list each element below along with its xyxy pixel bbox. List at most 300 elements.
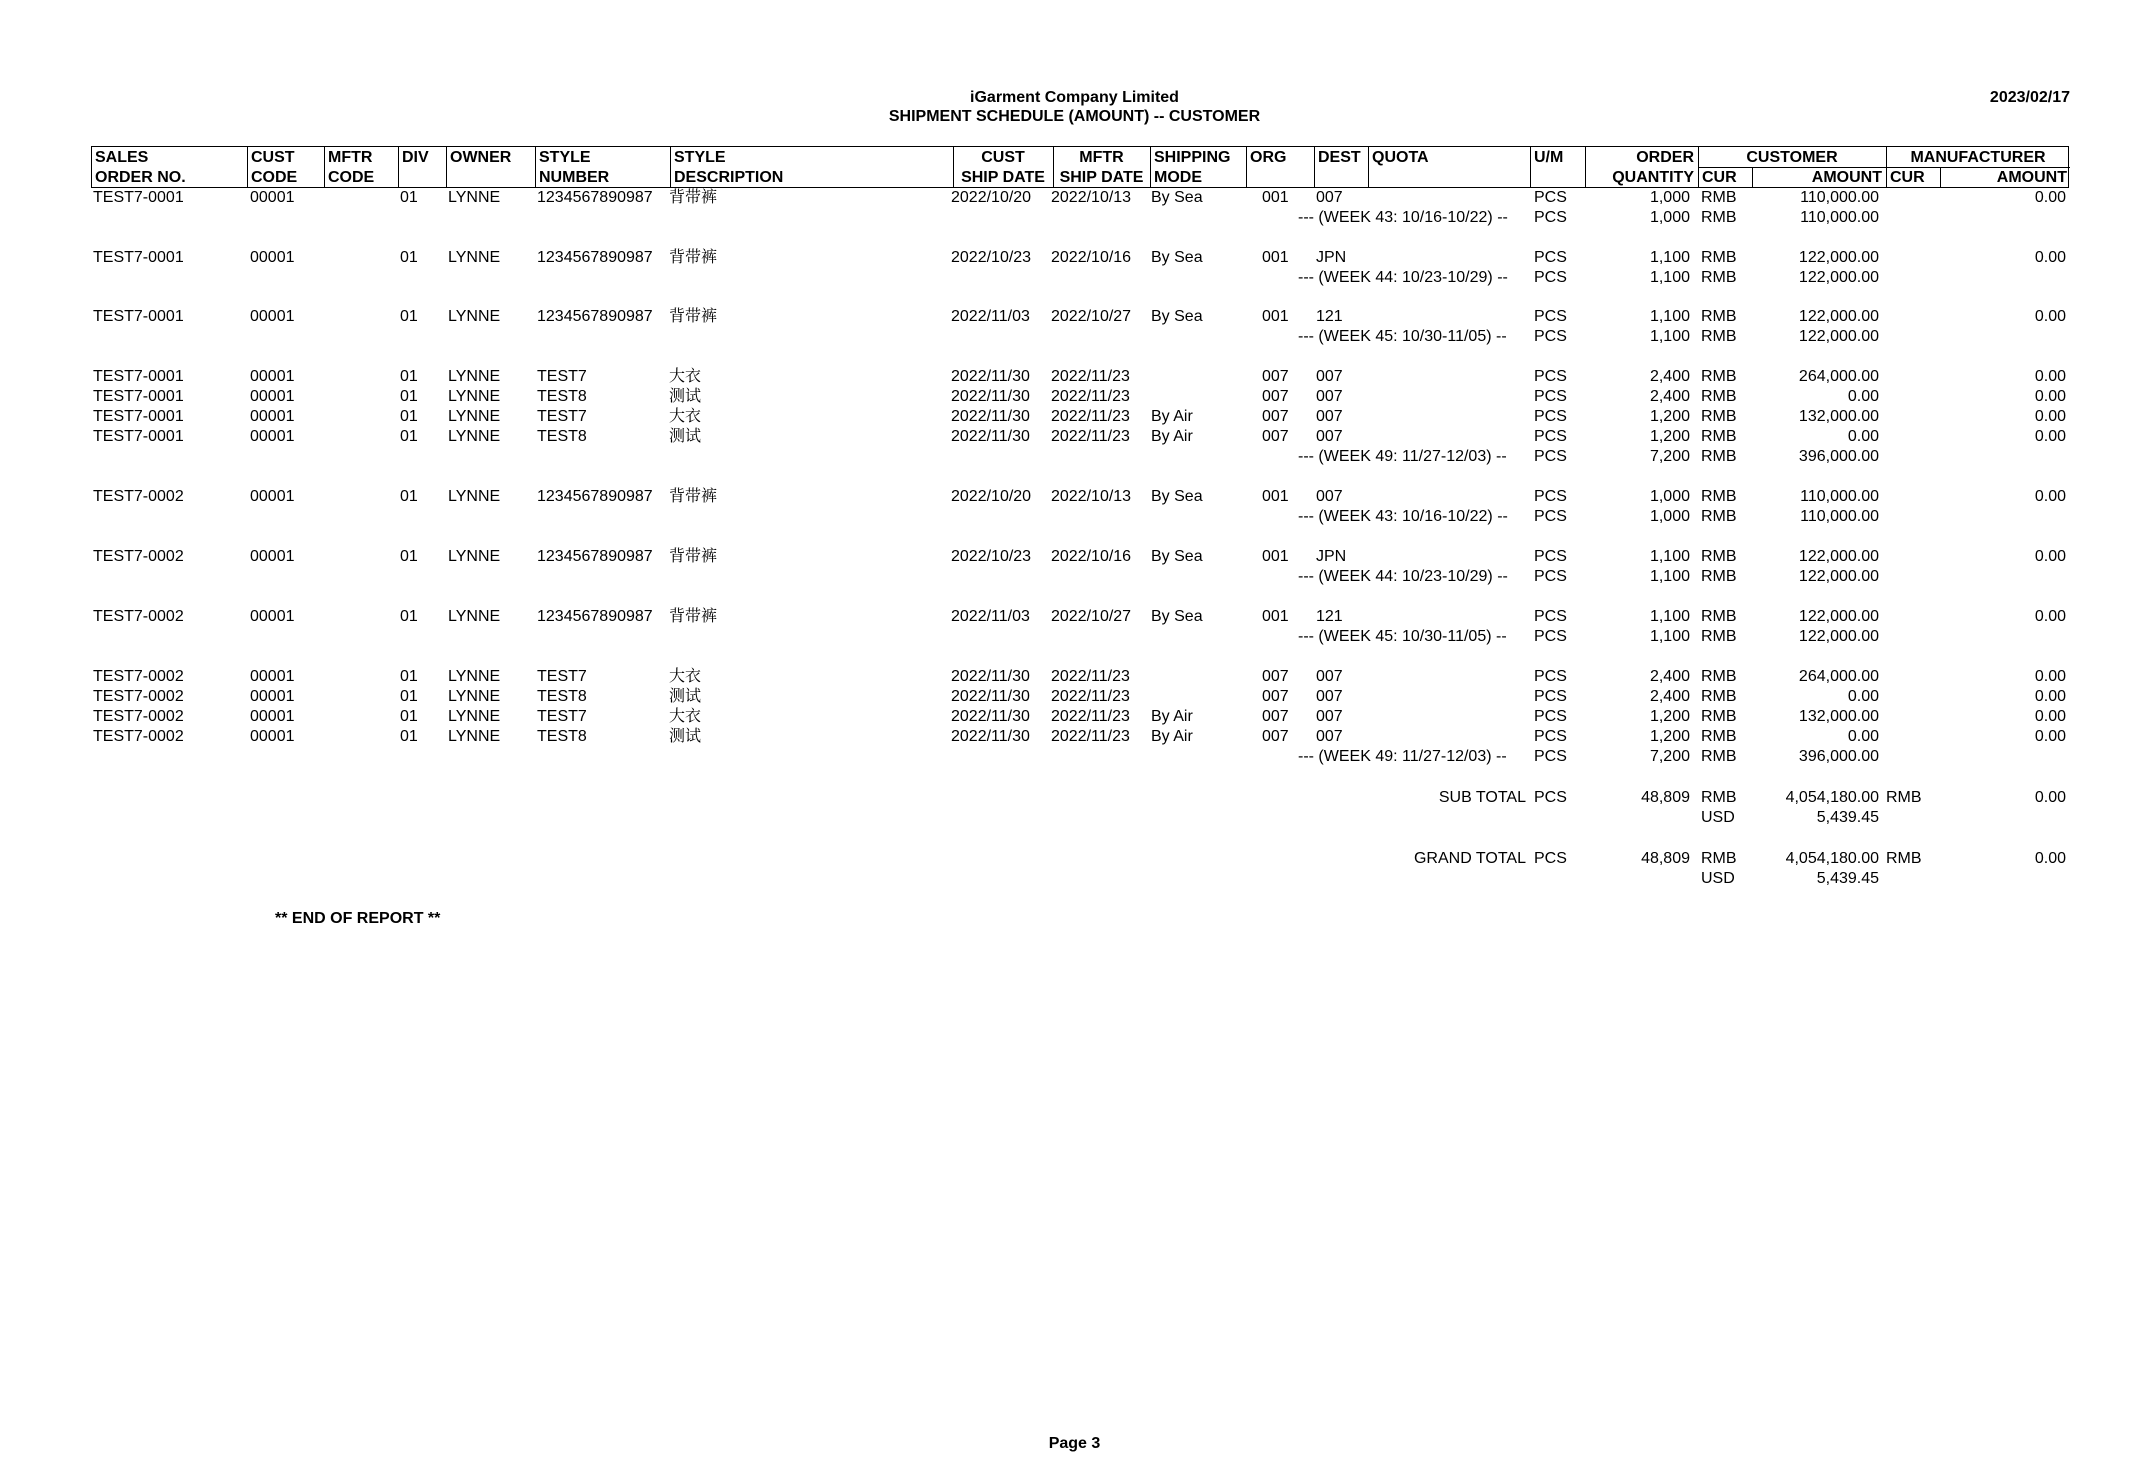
row-order-qty: 7,200 [1649,748,1690,765]
col-org: ORG [1250,149,1287,166]
row-style-number: TEST8 [537,428,587,445]
row-cust-cur: RMB [1701,209,1737,226]
grandtotal-qty: 48,809 [1641,850,1690,867]
row-cust-amount: 396,000.00 [1798,748,1879,765]
row-mftr-ship-date: 2022/11/23 [1051,688,1130,705]
row-cust-ship-date: 2022/11/30 [951,668,1030,685]
subtotal-amount-usd: 5,439.45 [1816,809,1879,826]
row-style-desc: 背带裤 [669,189,718,206]
row-week-summary: --- (WEEK 43: 10/16-10/22) -- [1298,209,1508,226]
row-cust-amount: 122,000.00 [1798,308,1879,325]
row-style-number: 1234567890987 [537,488,653,505]
row-mftr-amount: 0.00 [2034,308,2066,325]
row-shipping-mode: By Air [1151,408,1193,425]
row-cust-amount: 0.00 [1847,688,1879,705]
row-cust-amount: 264,000.00 [1798,668,1879,685]
row-order-qty: 1,100 [1649,249,1690,266]
col-cust-amount: AMOUNT [1811,169,1882,186]
row-cust-ship-date: 2022/11/30 [951,688,1030,705]
subtotal-mftr-cur: RMB [1886,789,1922,806]
col-div: DIV [402,149,429,166]
grandtotal-cur: RMB [1701,850,1737,867]
row-cust-cur: RMB [1701,508,1737,525]
row-style-desc: 测试 [669,728,702,745]
row-shipping-mode: By Air [1151,728,1193,745]
col-mftr-amount: AMOUNT [1996,169,2067,186]
row-order-qty: 1,200 [1649,728,1690,745]
row-dest: 007 [1316,368,1343,385]
row-cust-cur: RMB [1701,368,1737,385]
row-cust-cur: RMB [1701,428,1737,445]
row-mftr-ship-date: 2022/11/23 [1051,728,1130,745]
col-mftr-ship: MFTR [1079,149,1124,166]
row-cust-cur: RMB [1701,608,1737,625]
row-style-number: 1234567890987 [537,308,653,325]
row-week-summary: --- (WEEK 45: 10/30-11/05) -- [1298,328,1507,345]
col-style-number: STYLE [539,149,591,166]
row-mftr-ship-date: 2022/10/16 [1051,548,1132,565]
row-order-qty: 1,100 [1649,568,1690,585]
row-style-desc: 背带裤 [669,308,718,325]
row-shipping-mode: By Sea [1151,249,1203,266]
row-um: PCS [1534,568,1567,585]
row-mftr-amount: 0.00 [2034,688,2066,705]
row-order-qty: 1,100 [1649,628,1690,645]
row-order-qty: 2,400 [1649,388,1690,405]
row-sales-order: TEST7-0002 [93,668,184,685]
row-cust-ship-date: 2022/10/23 [951,249,1032,266]
row-style-number: TEST8 [537,728,587,745]
company-name: iGarment Company Limited [970,89,1179,106]
subtotal-cur: RMB [1701,789,1737,806]
row-cust-code: 00001 [250,428,295,445]
row-cust-ship-date: 2022/10/20 [951,488,1032,505]
row-week-summary: --- (WEEK 44: 10/23-10/29) -- [1298,269,1508,286]
row-owner: LYNNE [448,408,501,425]
row-cust-cur: RMB [1701,408,1737,425]
row-shipping-mode: By Air [1151,428,1193,445]
row-style-number: 1234567890987 [537,189,653,206]
row-style-desc: 大衣 [669,368,702,385]
row-mftr-ship-date: 2022/10/13 [1051,488,1132,505]
row-cust-amount: 122,000.00 [1798,568,1879,585]
col-cust-cur: CUR [1702,169,1737,186]
row-cust-ship-date: 2022/11/30 [951,728,1030,745]
subtotal-cur-usd: USD [1701,809,1735,826]
col-dest: DEST [1318,149,1361,166]
row-mftr-amount: 0.00 [2034,388,2066,405]
row-week-summary: --- (WEEK 43: 10/16-10/22) -- [1298,508,1508,525]
row-div: 01 [400,189,418,206]
row-org: 007 [1262,428,1289,445]
row-cust-ship-date: 2022/10/20 [951,189,1032,206]
row-um: PCS [1534,448,1567,465]
row-order-qty: 1,200 [1649,408,1690,425]
grandtotal-cur-usd: USD [1701,870,1735,887]
row-owner: LYNNE [448,488,501,505]
row-sales-order: TEST7-0001 [93,189,184,206]
row-um: PCS [1534,608,1567,625]
row-div: 01 [400,548,418,565]
row-dest: JPN [1316,249,1347,266]
row-cust-cur: RMB [1701,568,1737,585]
row-div: 01 [400,368,418,385]
row-style-desc: 背带裤 [669,249,718,266]
col-customer: CUSTOMER [1746,149,1838,166]
row-um: PCS [1534,488,1567,505]
col-style-number-2: NUMBER [539,169,610,186]
row-order-qty: 1,000 [1649,488,1690,505]
row-order-qty: 1,200 [1649,428,1690,445]
row-sales-order: TEST7-0002 [93,608,184,625]
row-style-desc: 测试 [669,388,702,405]
row-div: 01 [400,708,418,725]
row-style-desc: 大衣 [669,408,702,425]
row-cust-amount: 0.00 [1847,728,1879,745]
row-cust-cur: RMB [1701,388,1737,405]
col-mftr-ship-2: SHIP DATE [1059,169,1144,186]
row-style-desc: 测试 [669,428,702,445]
row-div: 01 [400,428,418,445]
grandtotal-amount-usd: 5,439.45 [1816,870,1879,887]
row-mftr-amount: 0.00 [2034,668,2066,685]
row-sales-order: TEST7-0001 [93,308,184,325]
row-org: 001 [1262,189,1289,206]
row-cust-amount: 110,000.00 [1800,209,1879,226]
row-sales-order: TEST7-0002 [93,488,184,505]
row-div: 01 [400,249,418,266]
row-mftr-ship-date: 2022/10/13 [1051,189,1132,206]
row-um: PCS [1534,548,1567,565]
row-cust-cur: RMB [1701,708,1737,725]
row-mftr-amount: 0.00 [2034,548,2066,565]
row-shipping-mode: By Air [1151,708,1193,725]
row-style-desc: 背带裤 [669,488,718,505]
col-mftr-cur: CUR [1890,169,1925,186]
row-cust-ship-date: 2022/11/30 [951,428,1030,445]
row-um: PCS [1534,368,1567,385]
subtotal-label: SUB TOTAL [1438,789,1526,806]
row-order-qty: 1,100 [1649,548,1690,565]
row-cust-ship-date: 2022/11/03 [951,308,1030,325]
row-um: PCS [1534,708,1567,725]
row-sales-order: TEST7-0002 [93,708,184,725]
row-mftr-amount: 0.00 [2034,249,2066,266]
row-week-summary: --- (WEEK 45: 10/30-11/05) -- [1298,628,1507,645]
row-mftr-ship-date: 2022/11/23 [1051,428,1130,445]
row-org: 001 [1262,608,1289,625]
grandtotal-amount: 4,054,180.00 [1785,850,1879,867]
row-cust-amount: 264,000.00 [1798,368,1879,385]
row-owner: LYNNE [448,728,501,745]
col-mftr-code-2: CODE [328,169,375,186]
row-shipping-mode: By Sea [1151,488,1203,505]
row-um: PCS [1534,748,1567,765]
row-week-summary: --- (WEEK 49: 11/27-12/03) -- [1298,448,1507,465]
row-mftr-amount: 0.00 [2034,488,2066,505]
row-style-number: 1234567890987 [537,608,653,625]
row-mftr-ship-date: 2022/11/23 [1051,708,1130,725]
row-cust-cur: RMB [1701,308,1737,325]
row-dest: 007 [1316,668,1343,685]
row-order-qty: 2,400 [1649,668,1690,685]
row-mftr-ship-date: 2022/11/23 [1051,668,1130,685]
row-um: PCS [1534,508,1567,525]
row-sales-order: TEST7-0002 [93,548,184,565]
row-cust-amount: 0.00 [1847,428,1879,445]
row-sales-order: TEST7-0001 [93,428,184,445]
col-sales-order: SALES [95,149,149,166]
row-um: PCS [1534,328,1567,345]
col-shipping-2: MODE [1154,169,1202,186]
row-cust-cur: RMB [1701,548,1737,565]
row-org: 007 [1262,688,1289,705]
row-style-number: TEST8 [537,688,587,705]
row-cust-code: 00001 [250,249,295,266]
row-sales-order: TEST7-0001 [93,368,184,385]
row-shipping-mode: By Sea [1151,548,1203,565]
row-mftr-ship-date: 2022/10/16 [1051,249,1132,266]
row-mftr-amount: 0.00 [2034,428,2066,445]
row-mftr-amount: 0.00 [2034,728,2066,745]
row-shipping-mode: By Sea [1151,308,1203,325]
row-um: PCS [1534,189,1567,206]
row-div: 01 [400,608,418,625]
row-mftr-amount: 0.00 [2034,189,2066,206]
row-cust-cur: RMB [1701,488,1737,505]
row-owner: LYNNE [448,368,501,385]
row-cust-amount: 110,000.00 [1800,508,1879,525]
row-org: 007 [1262,408,1289,425]
row-mftr-ship-date: 2022/11/23 [1051,388,1130,405]
row-order-qty: 1,100 [1649,269,1690,286]
row-cust-code: 00001 [250,548,295,565]
col-cust-code: CUST [251,149,295,166]
row-order-qty: 1,000 [1649,508,1690,525]
row-style-number: 1234567890987 [537,249,653,266]
row-shipping-mode: By Sea [1151,189,1203,206]
col-style-desc-2: DESCRIPTION [674,169,784,186]
row-cust-ship-date: 2022/11/30 [951,388,1030,405]
row-owner: LYNNE [448,688,501,705]
row-owner: LYNNE [448,189,501,206]
row-cust-cur: RMB [1701,448,1737,465]
row-style-desc: 背带裤 [669,608,718,625]
row-sales-order: TEST7-0001 [93,408,184,425]
row-mftr-amount: 0.00 [2034,608,2066,625]
col-cust-ship: CUST [981,149,1025,166]
row-org: 007 [1262,708,1289,725]
row-cust-code: 00001 [250,189,295,206]
col-shipping: SHIPPING [1154,149,1231,166]
row-cust-amount: 0.00 [1847,388,1879,405]
row-mftr-ship-date: 2022/11/23 [1051,408,1130,425]
row-cust-cur: RMB [1701,269,1737,286]
row-owner: LYNNE [448,308,501,325]
row-cust-code: 00001 [250,668,295,685]
row-div: 01 [400,388,418,405]
row-div: 01 [400,308,418,325]
row-owner: LYNNE [448,548,501,565]
row-div: 01 [400,688,418,705]
grandtotal-mftr-amount: 0.00 [2034,850,2066,867]
row-div: 01 [400,488,418,505]
row-um: PCS [1534,668,1567,685]
row-order-qty: 1,000 [1649,209,1690,226]
row-style-number: TEST8 [537,388,587,405]
row-dest: 007 [1316,428,1343,445]
row-style-desc: 大衣 [669,708,702,725]
row-um: PCS [1534,408,1567,425]
page-number: Page 3 [1048,1435,1101,1452]
row-dest: JPN [1316,548,1347,565]
row-sales-order: TEST7-0002 [93,728,184,745]
col-owner: OWNER [450,149,512,166]
row-mftr-ship-date: 2022/10/27 [1051,308,1132,325]
row-dest: 007 [1316,488,1343,505]
row-style-desc: 背带裤 [669,548,718,565]
row-um: PCS [1534,688,1567,705]
row-div: 01 [400,728,418,745]
row-cust-amount: 122,000.00 [1798,608,1879,625]
row-cust-amount: 122,000.00 [1798,548,1879,565]
col-order-qty-2: QUANTITY [1612,169,1694,186]
row-order-qty: 1,100 [1649,308,1690,325]
col-quota: QUOTA [1372,149,1429,166]
row-cust-cur: RMB [1701,249,1737,266]
row-org: 001 [1262,308,1289,325]
row-cust-amount: 132,000.00 [1798,708,1879,725]
row-owner: LYNNE [448,428,501,445]
row-um: PCS [1534,209,1567,226]
row-week-summary: --- (WEEK 44: 10/23-10/29) -- [1298,568,1508,585]
row-org: 007 [1262,368,1289,385]
row-cust-cur: RMB [1701,748,1737,765]
row-week-summary: --- (WEEK 49: 11/27-12/03) -- [1298,748,1507,765]
row-sales-order: TEST7-0001 [93,249,184,266]
col-cust-code-2: CODE [251,169,298,186]
row-cust-amount: 396,000.00 [1798,448,1879,465]
row-order-qty: 2,400 [1649,368,1690,385]
row-org: 001 [1262,249,1289,266]
col-style-desc: STYLE [674,149,726,166]
row-cust-amount: 132,000.00 [1798,408,1879,425]
grandtotal-mftr-cur: RMB [1886,850,1922,867]
row-cust-code: 00001 [250,728,295,745]
row-dest: 007 [1316,408,1343,425]
col-cust-ship-2: SHIP DATE [961,169,1045,186]
row-style-number: TEST7 [537,708,587,725]
row-cust-cur: RMB [1701,628,1737,645]
column-header-box [91,146,2069,188]
row-order-qty: 2,400 [1649,688,1690,705]
row-um: PCS [1534,388,1567,405]
row-cust-amount: 122,000.00 [1798,269,1879,286]
row-cust-cur: RMB [1701,688,1737,705]
row-cust-cur: RMB [1701,668,1737,685]
row-dest: 007 [1316,388,1343,405]
col-sales-order-2: ORDER NO. [95,169,186,186]
row-dest: 007 [1316,688,1343,705]
row-style-number: TEST7 [537,368,587,385]
row-order-qty: 7,200 [1649,448,1690,465]
row-div: 01 [400,668,418,685]
row-order-qty: 1,000 [1649,189,1690,206]
row-cust-cur: RMB [1701,728,1737,745]
row-cust-ship-date: 2022/11/03 [951,608,1030,625]
row-cust-code: 00001 [250,308,295,325]
row-cust-ship-date: 2022/11/30 [951,708,1030,725]
row-style-number: TEST7 [537,668,587,685]
row-order-qty: 1,200 [1649,708,1690,725]
row-dest: 121 [1316,308,1343,325]
row-owner: LYNNE [448,668,501,685]
row-order-qty: 1,100 [1649,328,1690,345]
row-um: PCS [1534,628,1567,645]
col-order-qty: ORDER [1636,149,1694,166]
row-um: PCS [1534,728,1567,745]
row-dest: 121 [1316,608,1343,625]
row-mftr-amount: 0.00 [2034,408,2066,425]
row-cust-ship-date: 2022/11/30 [951,368,1030,385]
row-um: PCS [1534,269,1567,286]
report-date: 2023/02/17 [1989,89,2070,106]
row-cust-amount: 122,000.00 [1798,628,1879,645]
row-sales-order: TEST7-0002 [93,688,184,705]
row-um: PCS [1534,428,1567,445]
row-cust-ship-date: 2022/10/23 [951,548,1032,565]
row-cust-amount: 110,000.00 [1800,189,1879,206]
row-div: 01 [400,408,418,425]
row-cust-code: 00001 [250,408,295,425]
row-mftr-ship-date: 2022/10/27 [1051,608,1132,625]
row-cust-code: 00001 [250,708,295,725]
col-um: U/M [1534,149,1564,166]
row-owner: LYNNE [448,708,501,725]
row-owner: LYNNE [448,249,501,266]
row-style-number: TEST7 [537,408,587,425]
row-mftr-amount: 0.00 [2034,368,2066,385]
col-mftr-code: MFTR [328,149,373,166]
row-cust-cur: RMB [1701,328,1737,345]
row-cust-code: 00001 [250,368,295,385]
row-cust-code: 00001 [250,608,295,625]
row-order-qty: 1,100 [1649,608,1690,625]
row-org: 007 [1262,388,1289,405]
row-mftr-amount: 0.00 [2034,708,2066,725]
row-cust-cur: RMB [1701,189,1737,206]
row-dest: 007 [1316,728,1343,745]
row-owner: LYNNE [448,388,501,405]
report-title: SHIPMENT SCHEDULE (AMOUNT) -- CUSTOMER [888,108,1261,125]
row-cust-ship-date: 2022/11/30 [951,408,1030,425]
grandtotal-um: PCS [1534,850,1567,867]
row-style-desc: 测试 [669,688,702,705]
subtotal-qty: 48,809 [1641,789,1690,806]
row-mftr-ship-date: 2022/11/23 [1051,368,1130,385]
row-um: PCS [1534,308,1567,325]
row-dest: 007 [1316,189,1343,206]
row-org: 001 [1262,548,1289,565]
subtotal-amount: 4,054,180.00 [1785,789,1879,806]
row-um: PCS [1534,249,1567,266]
grandtotal-label: GRAND TOTAL [1413,850,1526,867]
row-owner: LYNNE [448,608,501,625]
row-cust-amount: 122,000.00 [1798,249,1879,266]
row-dest: 007 [1316,708,1343,725]
row-cust-code: 00001 [250,388,295,405]
subtotal-um: PCS [1534,789,1567,806]
